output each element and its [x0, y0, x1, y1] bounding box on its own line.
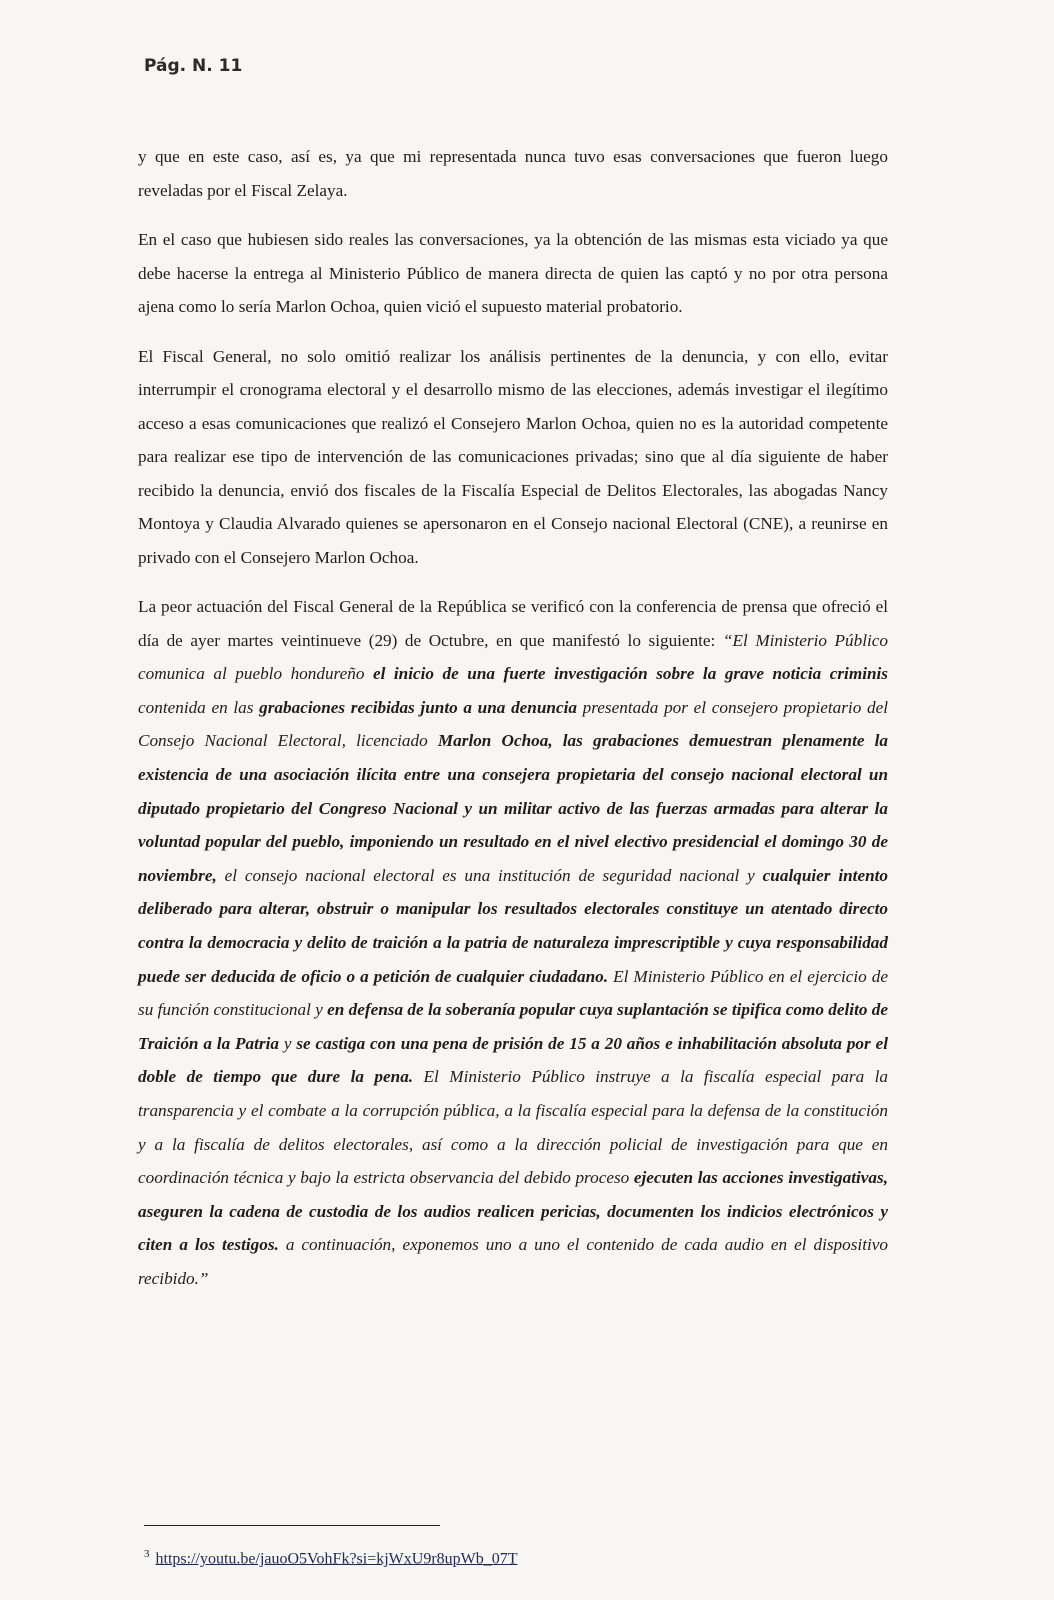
- quote-text: el consejo nacional electoral es una institución de seguridad nacional y: [216, 865, 763, 885]
- quote-emphasis: grabaciones recibidas junto a una denuncia: [259, 697, 577, 717]
- quote-emphasis: se castiga con una pena de prisión de 15 a 20 años e inhabilitación absoluta por el doble de tiempo que dure la pena.: [138, 1033, 888, 1087]
- quote-emphasis: Marlon Ochoa, las grabaciones demuestran plenamente la existencia de una asociación ilícita entre una consejera propietaria del consejo nacional electoral un diputado propietario del Congreso Nacional y un militar activo de las fuerzas armadas para alterar la voluntad popular del pueblo, imponiendo un resultado en el nivel electivo presidencial el domingo 30 de noviembre,: [138, 731, 889, 885]
- quote-text: El Ministerio Público en el ejercicio de su función constitucional y: [138, 966, 888, 1020]
- quote-emphasis: el inicio de una fuerte investigación sobre la grave noticia criminis: [372, 664, 888, 684]
- quote-emphasis: ejecuten las acciones investigativas, aseguren la cadena de custodia de los audios realicen pericias, documenten los indicios electrónicos y citen a los testigos.: [138, 1168, 888, 1255]
- quote-text: “El Ministerio Público comunica al pueblo hondureño: [138, 630, 888, 684]
- quote-text: El Ministerio Público instruye a la fiscalía especial para la transparencia y el combate a la corrupción pública, a la fiscalía especial para la defensa de la constitución y a la fiscalía de delitos electorales, así como a la dirección policial de investigación para que en coordinación técnica y bajo la estricta observancia del debido proceso: [138, 1067, 888, 1188]
- paragraph-1: y que en este caso, así es, ya que mi representada nunca tuvo esas conversaciones que fueron luego reveladas por el Fiscal Zelaya.: [138, 147, 888, 200]
- paragraph-4: [138, 590, 888, 1295]
- footnote-number: 3: [144, 1548, 150, 1560]
- quote-text: y: [278, 1033, 297, 1053]
- quote-text: presentada por el consejero propietario del Consejo Nacional Electoral, licenciado: [138, 697, 888, 751]
- quote-text: contenida en las: [138, 697, 260, 717]
- quote-intro: La peor actuación del Fiscal General de la República se verificó con la conferencia de prensa que ofreció el día de ayer martes veintinueve (29) de Octubre, en que manifestó lo siguiente:: [138, 597, 888, 650]
- footnote-divider: [144, 1525, 440, 1526]
- quote-emphasis: cualquier intento deliberado para alterar, obstruir o manipular los resultados electorales constituye un atentado directo contra la democracia y delito de traición a la patria de naturaleza imprescriptible y cuya responsabilidad puede ser deducida de oficio o a petición de cualquier ciudadano.: [138, 865, 889, 986]
- paragraph-3: El Fiscal General, no solo omitió realizar los análisis pertinentes de la denuncia, y con ello, evitar interrumpir el cronograma electoral y el desarrollo mismo de las elecciones, además investigar el ilegítimo acceso a esas comunicaciones que realizó el Consejero Marlon Ochoa, quien no es la autoridad competente para realizar ese tipo de intervención de las comunicaciones privadas; sino que al día siguiente de haber recibido la denuncia, envió dos fiscales de la Fiscalía Especial de Delitos Electorales, las abogadas Nancy Montoya y Claudia Alvarado quienes se apersonaron en el Consejo nacional Electoral (CNE), a reunirse en privado con el Consejero Marlon Ochoa.: [138, 346, 888, 567]
- page-number: Pág. N. 11: [144, 56, 243, 76]
- footnote-link[interactable]: https://youtu.be/jauoO5VohFk?si=kjWxU9r8upWb_07T: [155, 1550, 518, 1568]
- quote-emphasis: en defensa de la soberanía popular cuya suplantación se tipifica como delito de Traición a la Patria: [138, 1000, 888, 1053]
- document-body: [138, 140, 888, 1311]
- footnote: [144, 1548, 518, 1568]
- paragraph-2: En el caso que hubiesen sido reales las conversaciones, ya la obtención de las mismas esta viciado ya que debe hacerse la entrega al Ministerio Público de manera directa de quien las captó y no por otra persona ajena como lo sería Marlon Ochoa, quien vició el supuesto material probatorio.: [138, 230, 888, 316]
- quote-text: a continuación, exponemos uno a uno el contenido de cada audio en el dispositivo recibido.”: [138, 1235, 888, 1288]
